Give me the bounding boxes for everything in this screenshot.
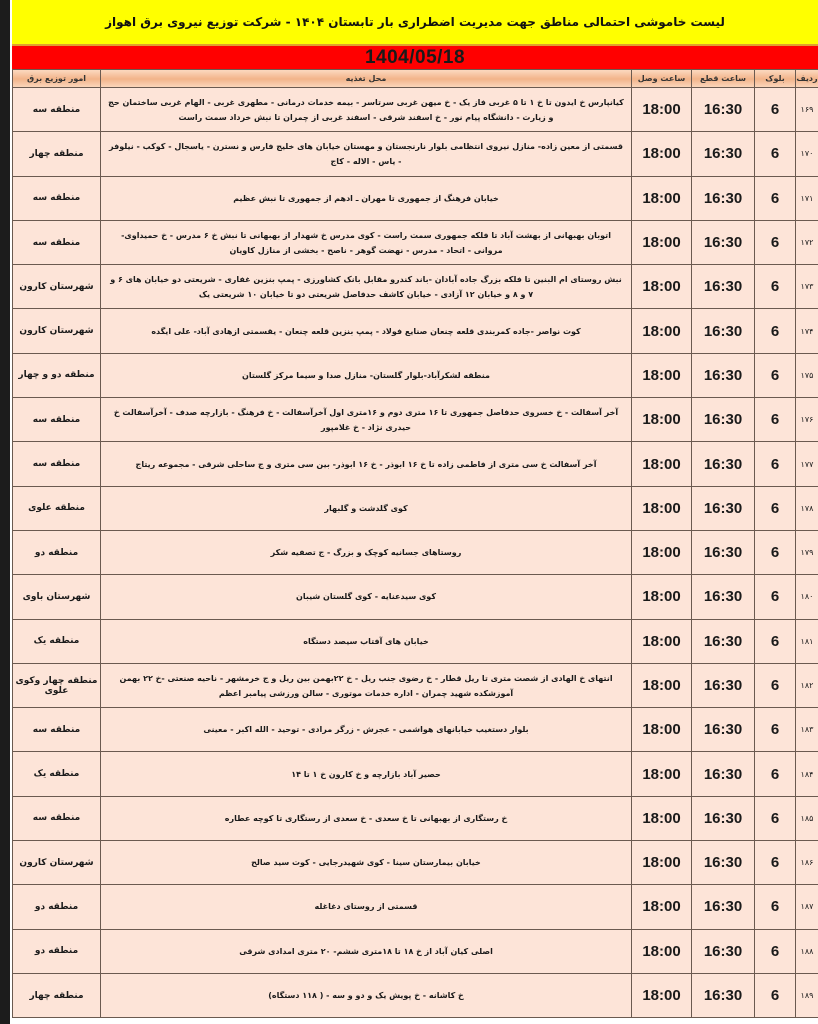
cut-time-cell: 16:30 (692, 619, 755, 663)
row-number-cell: ۱۸۰ (796, 575, 818, 619)
connect-time-cell: 18:00 (632, 575, 692, 619)
connect-time-cell: 18:00 (632, 885, 692, 929)
connect-time-cell: 18:00 (632, 353, 692, 397)
row-number-cell: ۱۸۴ (796, 752, 818, 796)
cut-time-cell: 16:30 (692, 663, 755, 707)
block-cell: 6 (755, 442, 796, 486)
table-row (13, 619, 818, 663)
cut-time-cell: 16:30 (692, 486, 755, 530)
schedule-date: 1404/05/18 (12, 46, 818, 69)
block-cell: 6 (755, 841, 796, 885)
row-number-cell: ۱۸۳ (796, 708, 818, 752)
district-cell: منطقه یک (13, 752, 101, 796)
column-header-row-number: ردیف (796, 70, 818, 88)
cut-time-cell: 16:30 (692, 398, 755, 442)
location-cell: نبش روستای ام البنین تا فلکه بزرگ جاده آبادان -باند کندرو مقابل بانک کشاورزی - پمپ بنزین غفاری - شریعتی دو خیابان های ۶ و ۷ و ۸ و خیابان ۱۲ آزادی - خیابان کاشف حدفاصل شریعتی دو تا خیابان ۱۰ شریعتی یک (101, 265, 632, 309)
row-number-cell: ۱۷۴ (796, 309, 818, 353)
row-number-cell: ۱۷۸ (796, 486, 818, 530)
table-row (13, 88, 818, 132)
row-number-cell: ۱۸۷ (796, 885, 818, 929)
table-row (13, 708, 818, 752)
block-cell: 6 (755, 663, 796, 707)
location-cell: قسمتی از معین زاده- منازل نیروی انتظامی بلوار نارنجستان و مهستان خیابان های خلیج فارس و نسترن - یاسجال - کوکب - نیلوفر - یاس - الاله - کاج (101, 132, 632, 176)
outage-table (12, 69, 818, 1018)
cut-time-cell: 16:30 (692, 265, 755, 309)
district-cell: شهرستان کارون (13, 309, 101, 353)
cut-time-cell: 16:30 (692, 752, 755, 796)
connect-time-cell: 18:00 (632, 841, 692, 885)
connect-time-cell: 18:00 (632, 796, 692, 840)
table-row (13, 752, 818, 796)
row-number-cell: ۱۸۲ (796, 663, 818, 707)
row-number-cell: ۱۸۶ (796, 841, 818, 885)
cut-time-cell: 16:30 (692, 176, 755, 220)
row-number-cell: ۱۷۲ (796, 220, 818, 264)
block-cell: 6 (755, 973, 796, 1017)
row-number-cell: ۱۷۳ (796, 265, 818, 309)
block-cell: 6 (755, 486, 796, 530)
location-cell: خیابان بیمارستان سینا - کوی شهیدرجایی - کوت سید صالح (101, 841, 632, 885)
connect-time-cell: 18:00 (632, 973, 692, 1017)
block-cell: 6 (755, 265, 796, 309)
block-cell: 6 (755, 220, 796, 264)
table-row (13, 663, 818, 707)
block-cell: 6 (755, 88, 796, 132)
row-number-cell: ۱۷۷ (796, 442, 818, 486)
connect-time-cell: 18:00 (632, 619, 692, 663)
table-row (13, 176, 818, 220)
district-cell: منطقه چهار (13, 973, 101, 1017)
location-cell: آخر آسفالت خ سی متری از فاطمی زاده تا خ ۱۶ ابوذر - خ ۱۶ ابوذر- بین سی متری و ج ساحلی شرقی - مجموعه ریتاج (101, 442, 632, 486)
connect-time-cell: 18:00 (632, 88, 692, 132)
row-number-cell: ۱۷۱ (796, 176, 818, 220)
block-cell: 6 (755, 708, 796, 752)
block-cell: 6 (755, 619, 796, 663)
cut-time-cell: 16:30 (692, 885, 755, 929)
table-row (13, 398, 818, 442)
district-cell: منطقه چهار وکوی علوی (13, 663, 101, 707)
district-cell: منطقه سه (13, 88, 101, 132)
table-row (13, 575, 818, 619)
location-cell: بلوار دستغیب خیابانهای هواشمی - عجرش - زرگر مرادی - توحید - الله اکبر - معینی (101, 708, 632, 752)
column-header-location: محل تغذیه (101, 70, 632, 88)
table-row (13, 220, 818, 264)
block-cell: 6 (755, 752, 796, 796)
district-cell: منطقه دو (13, 885, 101, 929)
block-cell: 6 (755, 353, 796, 397)
district-cell: شهرستان باوی (13, 575, 101, 619)
table-row (13, 530, 818, 574)
page-title: لیست خاموشی احتمالی مناطق جهت مدیریت اضطراری بار تابستان ۱۴۰۴ - شرکت توزیع نیروی برق اهواز (12, 0, 818, 46)
location-cell: کوت نواصر -جاده کمربندی قلعه چنعان صنایع فولاد - پمپ بنزین قلعه چنعان - یقسمتی ازهادی آباد- علی ایگده (101, 309, 632, 353)
district-cell: منطقه سه (13, 220, 101, 264)
location-cell: روستاهای جسانیه کوچک و بزرگ - ج تصفیه شکر (101, 530, 632, 574)
connect-time-cell: 18:00 (632, 309, 692, 353)
location-cell: آخر آسفالت - خ خسروی حدفاصل جمهوری تا ۱۶ متری دوم و ۱۶متری اول آخرآسفالت - خ فرهنگ - بازارچه صدف - آخرآسفالت خ حیدری نژاد - خ غلامپور (101, 398, 632, 442)
district-cell: منطقه سه (13, 176, 101, 220)
block-cell: 6 (755, 885, 796, 929)
cut-time-cell: 16:30 (692, 973, 755, 1017)
connect-time-cell: 18:00 (632, 663, 692, 707)
table-row (13, 885, 818, 929)
table-row (13, 309, 818, 353)
table-row (13, 796, 818, 840)
column-header-block: بلوک (755, 70, 796, 88)
table-row (13, 929, 818, 973)
table-row (13, 486, 818, 530)
column-header-connect-time: ساعت وصل (632, 70, 692, 88)
block-cell: 6 (755, 796, 796, 840)
district-cell: منطقه علوی (13, 486, 101, 530)
location-cell: خیابان های آفتاب سیصد دستگاه (101, 619, 632, 663)
row-number-cell: ۱۷۰ (796, 132, 818, 176)
table-row (13, 442, 818, 486)
cut-time-cell: 16:30 (692, 88, 755, 132)
connect-time-cell: 18:00 (632, 398, 692, 442)
location-cell: حصیر آباد بازارچه و خ کارون خ ۱ تا ۱۴ (101, 752, 632, 796)
district-cell: منطقه سه (13, 796, 101, 840)
connect-time-cell: 18:00 (632, 708, 692, 752)
connect-time-cell: 18:00 (632, 265, 692, 309)
location-cell: کیانپارس خ ایدون تا خ ۱ تا ۵ غربی فاز یک - خ میهن غربی سرتاسر - بیمه خدمات درمانی - مطهری غربی - الهام غربی ساختمان حج و زیارت - دانشگاه پیام نور - خ اسفند شرقی - اسفند غربی از چمران تا نبش خرداد سمت راست (101, 88, 632, 132)
row-number-cell: ۱۷۵ (796, 353, 818, 397)
cut-time-cell: 16:30 (692, 708, 755, 752)
table-header-row (13, 70, 818, 88)
table-row (13, 973, 818, 1017)
cut-time-cell: 16:30 (692, 132, 755, 176)
location-cell: انتهای خ الهادی از شصت متری تا ریل قطار - خ رضوی جنب ریل - خ ۲۲بهمن بین ریل و ج خرمشهر - ناحیه صنعتی -خ ۲۲ بهمن آموزشکده شهید چمران - اداره خدمات موتوری - سالن ورزشی پیامبر اعظم (101, 663, 632, 707)
location-cell: خیابان فرهنگ از جمهوری تا مهران ـ ادهم از جمهوری تا نبش عظیم (101, 176, 632, 220)
connect-time-cell: 18:00 (632, 752, 692, 796)
district-cell: شهرستان کارون (13, 841, 101, 885)
cut-time-cell: 16:30 (692, 220, 755, 264)
connect-time-cell: 18:00 (632, 929, 692, 973)
connect-time-cell: 18:00 (632, 132, 692, 176)
district-cell: شهرستان کارون (13, 265, 101, 309)
row-number-cell: ۱۸۹ (796, 973, 818, 1017)
row-number-cell: ۱۸۸ (796, 929, 818, 973)
outage-schedule-sheet (12, 0, 818, 1018)
district-cell: منطقه یک (13, 619, 101, 663)
row-number-cell: ۱۷۹ (796, 530, 818, 574)
district-cell: منطقه سه (13, 442, 101, 486)
row-number-cell: ۱۶۹ (796, 88, 818, 132)
location-cell: خ رستگاری از بهبهانی تا خ سعدی - خ سعدی از رستگاری تا کوچه عطاره (101, 796, 632, 840)
table-row (13, 132, 818, 176)
connect-time-cell: 18:00 (632, 486, 692, 530)
location-cell: اتوبان بهبهانی از بهشت آباد تا فلکه جمهوری سمت راست - کوی مدرس خ شهدار از بهبهانی تا نبش خ ۶ مدرس - خ حمیداوی- مروانی - اتحاد - مدرس - نهضت گوهر - ناصح - بخشی از منازل کاویان (101, 220, 632, 264)
left-window-edge (0, 0, 10, 1024)
cut-time-cell: 16:30 (692, 575, 755, 619)
cut-time-cell: 16:30 (692, 353, 755, 397)
block-cell: 6 (755, 309, 796, 353)
column-header-cut-time: ساعت قطع (692, 70, 755, 88)
district-cell: منطقه سه (13, 398, 101, 442)
table-row (13, 265, 818, 309)
block-cell: 6 (755, 929, 796, 973)
district-cell: منطقه دو (13, 929, 101, 973)
location-cell: اصلی کیان آباد از خ ۱۸ تا ۱۸متری ششم- ۲۰ متری امدادی شرقی (101, 929, 632, 973)
block-cell: 6 (755, 176, 796, 220)
cut-time-cell: 16:30 (692, 796, 755, 840)
location-cell: کوی گلدشت و گلبهار (101, 486, 632, 530)
column-header-district: امور توزیع برق (13, 70, 101, 88)
cut-time-cell: 16:30 (692, 841, 755, 885)
connect-time-cell: 18:00 (632, 442, 692, 486)
cut-time-cell: 16:30 (692, 442, 755, 486)
district-cell: منطقه چهار (13, 132, 101, 176)
connect-time-cell: 18:00 (632, 176, 692, 220)
district-cell: منطقه دو و چهار (13, 353, 101, 397)
location-cell: کوی سیدعنایه - کوی گلستان شیبان (101, 575, 632, 619)
row-number-cell: ۱۷۶ (796, 398, 818, 442)
location-cell: منطقه لشکرآباد-بلوار گلستان- منازل صدا و سیما مرکز گلستان (101, 353, 632, 397)
block-cell: 6 (755, 530, 796, 574)
cut-time-cell: 16:30 (692, 309, 755, 353)
block-cell: 6 (755, 398, 796, 442)
block-cell: 6 (755, 575, 796, 619)
location-cell: قسمتی از روستای دغاغله (101, 885, 632, 929)
location-cell: خ کاشانه - خ پویش یک و دو و سه - ( ۱۱۸ دستگاه) (101, 973, 632, 1017)
district-cell: منطقه دو (13, 530, 101, 574)
row-number-cell: ۱۸۵ (796, 796, 818, 840)
cut-time-cell: 16:30 (692, 530, 755, 574)
district-cell: منطقه سه (13, 708, 101, 752)
connect-time-cell: 18:00 (632, 220, 692, 264)
block-cell: 6 (755, 132, 796, 176)
table-row (13, 353, 818, 397)
connect-time-cell: 18:00 (632, 530, 692, 574)
row-number-cell: ۱۸۱ (796, 619, 818, 663)
cut-time-cell: 16:30 (692, 929, 755, 973)
table-row (13, 841, 818, 885)
